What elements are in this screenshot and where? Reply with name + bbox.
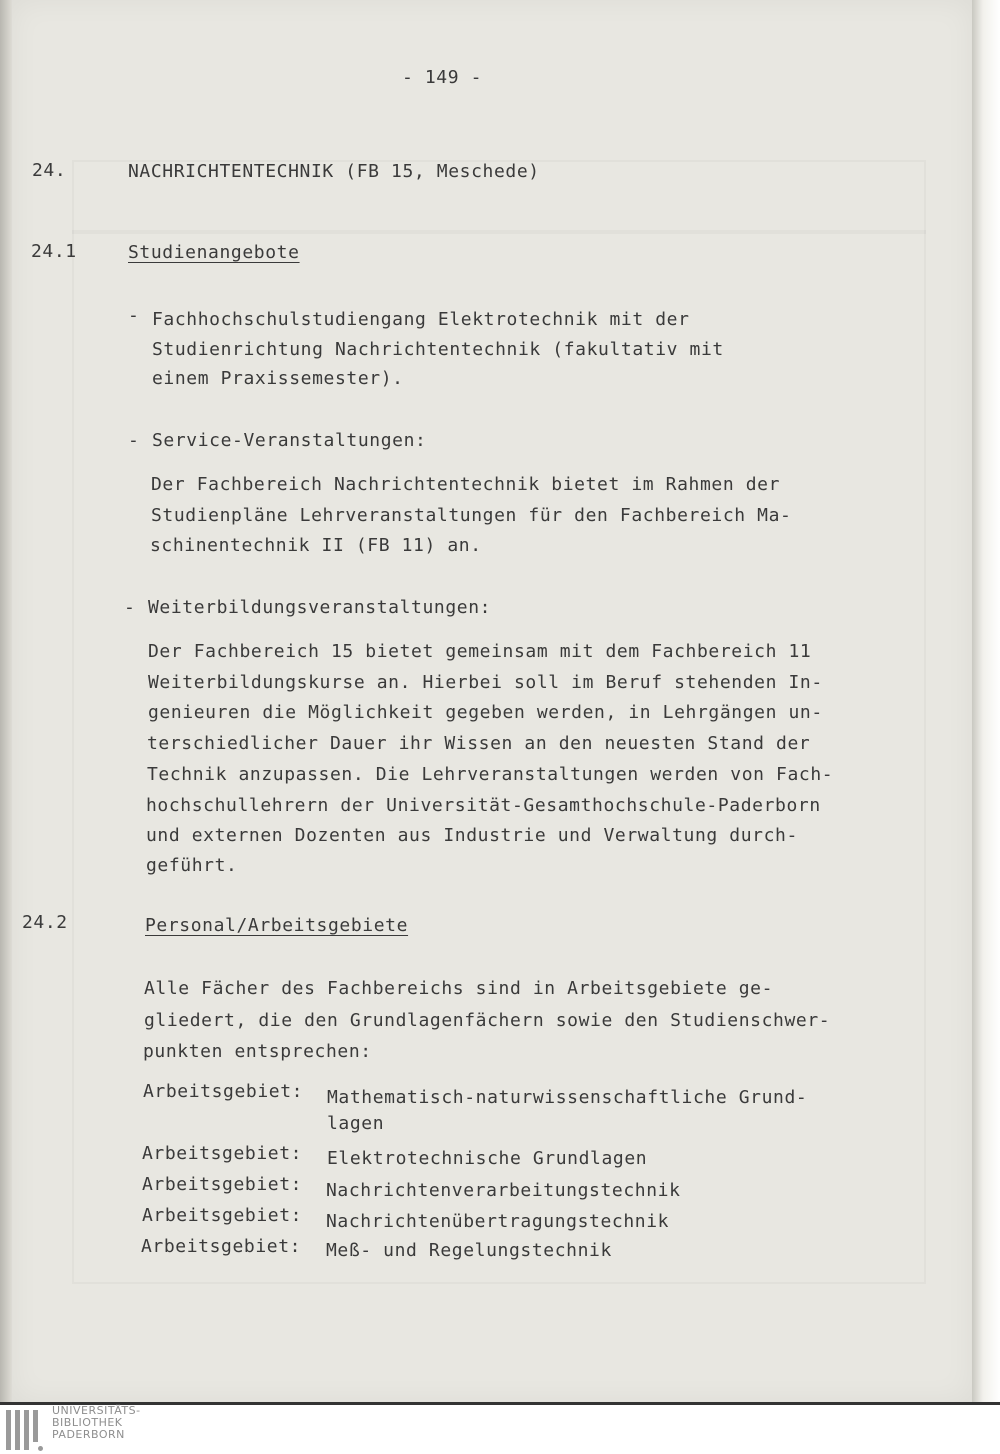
section-2-title: Personal/Arbeitsgebiete	[145, 915, 409, 936]
item-2-line: Studienpläne Lehrveranstaltungen für den Fachbereich Ma-	[151, 505, 792, 526]
area-label: Arbeitsgebiet:	[141, 1236, 302, 1257]
item-3-line: Weiterbildungskurse an. Hierbei soll im Beruf stehenden In-	[148, 672, 823, 693]
item-3-line: Technik anzupassen. Die Lehrveranstaltungen werden von Fach-	[147, 764, 834, 785]
section-1-title: Studienangebote	[128, 242, 300, 263]
item-3-line: geführt.	[146, 855, 238, 876]
intro-line: gliedert, die den Grundlagenfächern sowie den Studienschwer-	[144, 1010, 831, 1031]
item-3-heading: Weiterbildungsveranstaltungen:	[148, 597, 492, 618]
intro-line: punkten entsprechen:	[143, 1041, 372, 1062]
library-logo-line: UNIVERSITÄTS-	[52, 1404, 141, 1417]
area-value: Elektrotechnische Grundlagen	[327, 1148, 648, 1169]
section-1-number: 24.1	[31, 241, 77, 262]
page-right-edge	[972, 0, 1000, 1402]
item-3-line: Der Fachbereich 15 bietet gemeinsam mit dem Fachbereich 11	[148, 641, 812, 662]
area-value: Nachrichtenübertragungstechnik	[326, 1211, 670, 1232]
area-value: Meß- und Regelungstechnik	[326, 1240, 612, 1261]
area-label: Arbeitsgebiet:	[142, 1174, 303, 1195]
page-binding-edge	[0, 0, 12, 1402]
library-logo-line: PADERBORN	[52, 1428, 125, 1441]
item-3-line: terschiedlicher Dauer ihr Wissen an den neuesten Stand der	[147, 733, 811, 754]
item-1-dash: -	[128, 305, 140, 326]
library-logo-line: BIBLIOTHEK	[52, 1416, 123, 1429]
chapter-title: NACHRICHTENTECHNIK (FB 15, Meschede)	[128, 161, 540, 182]
item-3-dash: -	[124, 597, 136, 618]
item-1-line: Fachhochschulstudiengang Elektrotechnik mit der	[152, 309, 690, 330]
library-logo-text	[52, 1405, 172, 1441]
item-2-line: schinentechnik II (FB 11) an.	[150, 535, 482, 556]
area-label: Arbeitsgebiet:	[142, 1205, 303, 1226]
item-3-line: und externen Dozenten aus Industrie und Verwaltung durch-	[146, 825, 798, 846]
item-2-heading: Service-Veranstaltungen:	[152, 430, 427, 451]
area-value-cont: lagen	[327, 1113, 385, 1134]
item-3-line: genieuren die Möglichkeit gegeben werden, in Lehrgängen un-	[148, 702, 823, 723]
item-1-line: einem Praxissemester).	[152, 368, 404, 389]
library-footer	[0, 1402, 1000, 1454]
page-number: - 149 -	[402, 67, 483, 88]
area-label: Arbeitsgebiet:	[142, 1143, 303, 1164]
item-3-line: hochschullehrern der Universität-Gesamthochschule-Paderborn	[146, 795, 821, 816]
show-through-rule	[72, 230, 926, 234]
item-1-line: Studienrichtung Nachrichtentechnik (fakultativ mit	[152, 339, 724, 360]
section-2-number: 24.2	[22, 912, 68, 933]
area-value: Mathematisch-naturwissenschaftliche Grund-	[327, 1087, 808, 1108]
item-2-line: Der Fachbereich Nachrichtentechnik bietet im Rahmen der	[151, 474, 781, 495]
area-value: Nachrichtenverarbeitungstechnik	[326, 1180, 681, 1201]
chapter-number: 24.	[32, 160, 67, 181]
area-label: Arbeitsgebiet:	[143, 1081, 304, 1102]
intro-line: Alle Fächer des Fachbereichs sind in Arbeitsgebiete ge-	[144, 978, 774, 999]
item-2-dash: -	[128, 430, 140, 451]
